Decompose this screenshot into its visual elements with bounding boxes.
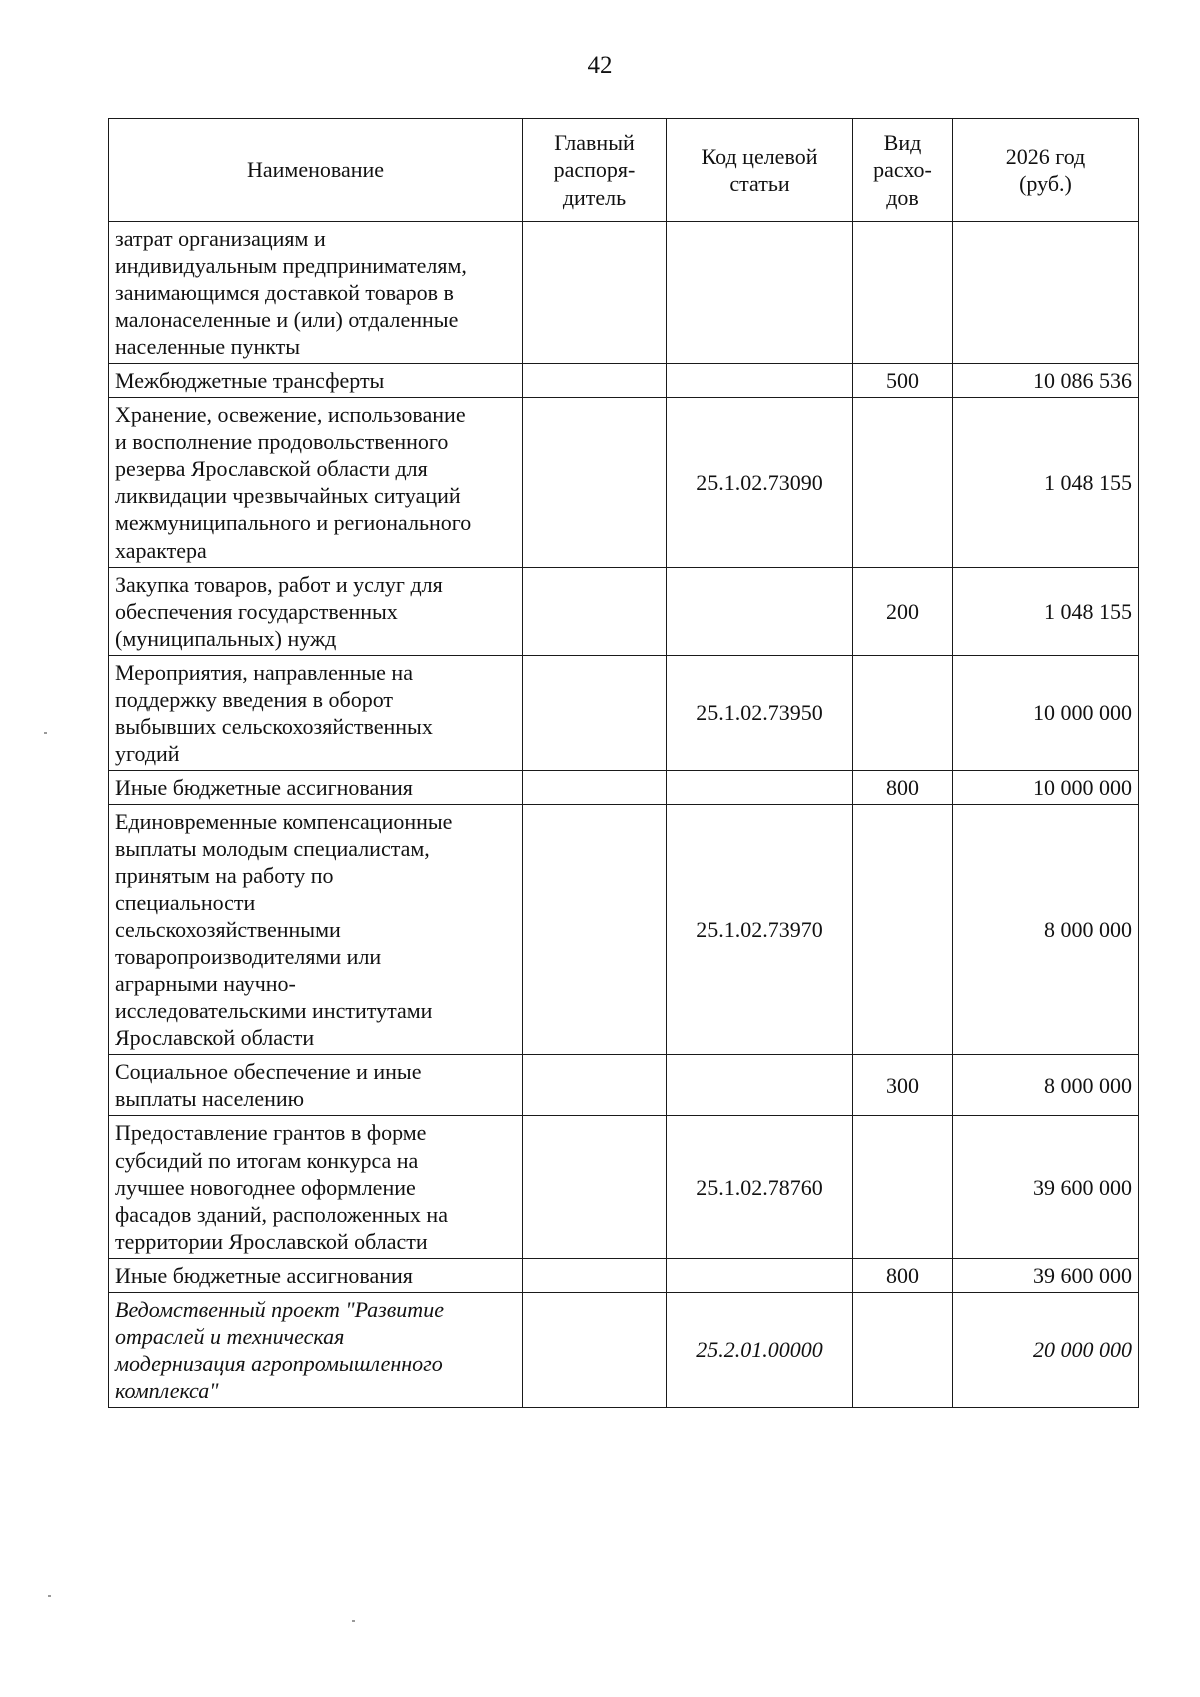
table-header-row bbox=[109, 119, 1139, 222]
row-code-cell: 25.1.02.73950 bbox=[667, 655, 853, 770]
table-row bbox=[109, 655, 1139, 770]
row-name-line: выплаты молодым специалистам, bbox=[115, 835, 430, 861]
row-name-line: (муниципальных) нужд bbox=[115, 625, 337, 651]
row-amount-cell: 8 000 000 bbox=[953, 804, 1139, 1054]
table-body bbox=[109, 222, 1139, 1408]
table-row bbox=[109, 804, 1139, 1054]
row-code-cell: 25.1.02.73090 bbox=[667, 398, 853, 567]
row-name-line: Хранение, освежение, использование bbox=[115, 402, 466, 428]
row-name-line: Межбюджетные трансферты bbox=[115, 368, 385, 394]
row-amount-cell: 8 000 000 bbox=[953, 1055, 1139, 1116]
row-manager-cell bbox=[523, 364, 667, 398]
row-name-line: выплаты населению bbox=[115, 1086, 305, 1112]
table-row bbox=[109, 1116, 1139, 1258]
row-amount-cell: 20 000 000 bbox=[953, 1292, 1139, 1407]
row-name-line: Мероприятия, направленные на bbox=[115, 659, 413, 685]
row-amount-cell: 1 048 155 bbox=[953, 398, 1139, 567]
row-name-line: отраслей и техническая bbox=[115, 1323, 345, 1349]
row-name-line: ликвидации чрезвычайных ситуаций bbox=[115, 483, 461, 509]
row-name-line: угодий bbox=[115, 740, 180, 766]
row-manager-cell bbox=[523, 222, 667, 364]
row-name-line: резерва Ярославской области для bbox=[115, 456, 428, 482]
header-expense-type: Вид расхо- дов bbox=[853, 119, 953, 222]
row-name-cell bbox=[109, 1055, 523, 1116]
row-name-line: фасадов зданий, расположенных на bbox=[115, 1201, 448, 1227]
row-manager-cell bbox=[523, 398, 667, 567]
header-year-amount: 2026 год (руб.) bbox=[953, 119, 1139, 222]
row-code-cell bbox=[667, 770, 853, 804]
row-name-line: исследовательскими институтами bbox=[115, 998, 433, 1024]
row-kind-cell bbox=[853, 222, 953, 364]
row-code-cell bbox=[667, 222, 853, 364]
row-manager-cell bbox=[523, 804, 667, 1054]
row-name-cell bbox=[109, 1292, 523, 1407]
row-name-line: комплекса" bbox=[115, 1377, 219, 1403]
row-manager-cell bbox=[523, 655, 667, 770]
row-code-cell bbox=[667, 364, 853, 398]
row-amount-cell bbox=[953, 222, 1139, 364]
row-manager-cell bbox=[523, 1055, 667, 1116]
row-name-line: обеспечения государственных bbox=[115, 598, 398, 624]
row-name-line: товаропроизводителями или bbox=[115, 944, 382, 970]
row-kind-cell: 500 bbox=[853, 364, 953, 398]
row-name-cell bbox=[109, 567, 523, 655]
scan-speck bbox=[352, 1620, 355, 1622]
row-kind-cell: 800 bbox=[853, 1258, 953, 1292]
table-row bbox=[109, 222, 1139, 364]
header-target-code: Код целевой статьи bbox=[667, 119, 853, 222]
row-name-line: территории Ярославской области bbox=[115, 1228, 428, 1254]
table-row bbox=[109, 1258, 1139, 1292]
row-code-cell bbox=[667, 567, 853, 655]
row-name-line: малонаселенные и (или) отдаленные bbox=[115, 307, 459, 333]
row-name-line: Иные бюджетные ассигнования bbox=[115, 774, 413, 800]
row-name-line: специальности bbox=[115, 890, 256, 916]
header-main-manager: Главный распоря- дитель bbox=[523, 119, 667, 222]
row-kind-cell bbox=[853, 804, 953, 1054]
scan-speck bbox=[44, 732, 47, 734]
row-name-line: субсидий по итогам конкурса на bbox=[115, 1147, 419, 1173]
scan-speck bbox=[48, 1595, 51, 1597]
row-name-cell bbox=[109, 1258, 523, 1292]
row-manager-cell bbox=[523, 567, 667, 655]
row-name-line: и восполнение продовольственного bbox=[115, 429, 449, 455]
row-code-cell: 25.1.02.78760 bbox=[667, 1116, 853, 1258]
row-name-line: занимающимся доставкой товаров в bbox=[115, 280, 454, 306]
row-name-line: аграрными научно- bbox=[115, 971, 296, 997]
row-kind-cell bbox=[853, 1116, 953, 1258]
row-name-line: сельскохозяйственными bbox=[115, 917, 341, 943]
row-name-cell bbox=[109, 222, 523, 364]
row-amount-cell: 10 000 000 bbox=[953, 770, 1139, 804]
row-name-cell bbox=[109, 804, 523, 1054]
row-code-cell bbox=[667, 1258, 853, 1292]
row-name-line: поддержку введения в оборот bbox=[115, 686, 394, 712]
table-row bbox=[109, 567, 1139, 655]
row-name-cell bbox=[109, 1116, 523, 1258]
table-row bbox=[109, 770, 1139, 804]
row-name-line: населенные пункты bbox=[115, 334, 301, 360]
row-amount-cell: 39 600 000 bbox=[953, 1116, 1139, 1258]
row-kind-cell bbox=[853, 398, 953, 567]
row-name-line: межмуниципального и регионального bbox=[115, 510, 472, 536]
row-name-cell bbox=[109, 398, 523, 567]
row-name-line: Предоставление грантов в форме bbox=[115, 1120, 427, 1146]
row-name-cell bbox=[109, 655, 523, 770]
row-manager-cell bbox=[523, 1258, 667, 1292]
row-amount-cell: 10 000 000 bbox=[953, 655, 1139, 770]
row-amount-cell: 39 600 000 bbox=[953, 1258, 1139, 1292]
row-name-line: характера bbox=[115, 537, 207, 563]
row-manager-cell bbox=[523, 1116, 667, 1258]
row-code-cell bbox=[667, 1055, 853, 1116]
row-manager-cell bbox=[523, 1292, 667, 1407]
row-amount-cell: 1 048 155 bbox=[953, 567, 1139, 655]
row-name-line: Социальное обеспечение и иные bbox=[115, 1059, 422, 1085]
row-name-line: лучшее новогоднее оформление bbox=[115, 1174, 416, 1200]
row-code-cell: 25.1.02.73970 bbox=[667, 804, 853, 1054]
table-row bbox=[109, 398, 1139, 567]
row-name-line: выбывших сельскохозяйственных bbox=[115, 713, 433, 739]
table-row bbox=[109, 1055, 1139, 1116]
row-amount-cell: 10 086 536 bbox=[953, 364, 1139, 398]
row-kind-cell bbox=[853, 655, 953, 770]
row-kind-cell: 300 bbox=[853, 1055, 953, 1116]
row-name-line: индивидуальным предпринимателям, bbox=[115, 253, 467, 279]
row-kind-cell bbox=[853, 1292, 953, 1407]
table-row bbox=[109, 1292, 1139, 1407]
row-name-line: принятым на работу по bbox=[115, 863, 334, 889]
row-name-line: Единовременные компенсационные bbox=[115, 808, 453, 834]
row-name-line: Ведомственный проект "Развитие bbox=[115, 1296, 444, 1322]
budget-table bbox=[108, 118, 1139, 1408]
row-manager-cell bbox=[523, 770, 667, 804]
page-number: 42 bbox=[587, 52, 613, 79]
row-name-cell bbox=[109, 770, 523, 804]
row-name-line: затрат организациям и bbox=[115, 226, 326, 251]
row-name-cell bbox=[109, 364, 523, 398]
table-row bbox=[109, 364, 1139, 398]
row-name-line: Закупка товаров, работ и услуг для bbox=[115, 571, 443, 597]
header-name: Наименование bbox=[109, 119, 523, 222]
row-kind-cell: 800 bbox=[853, 770, 953, 804]
row-name-line: Иные бюджетные ассигнования bbox=[115, 1262, 413, 1288]
row-name-line: Ярославской области bbox=[115, 1025, 315, 1051]
row-kind-cell: 200 bbox=[853, 567, 953, 655]
row-code-cell: 25.2.01.00000 bbox=[667, 1292, 853, 1407]
row-name-line: модернизация агропромышленного bbox=[115, 1350, 443, 1376]
